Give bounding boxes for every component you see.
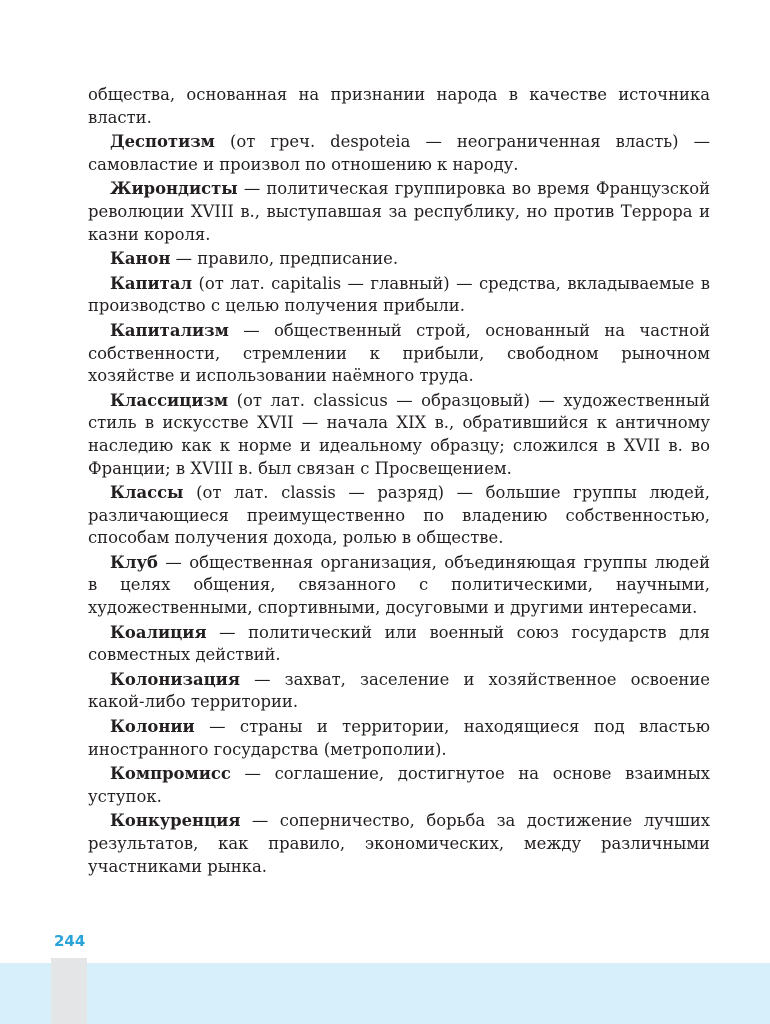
glossary-entry bbox=[88, 178, 710, 246]
entry-definition: (от лат. capitalis — главный) — средства, вкладываемые в производство с целью получения прибыли. bbox=[88, 273, 710, 316]
continued-definition: общества, основанная на признании народа в качестве источника власти. bbox=[88, 85, 710, 127]
entry-term: Жирондисты bbox=[110, 179, 238, 199]
glossary-entry bbox=[88, 248, 710, 271]
entry-term: Классы bbox=[110, 483, 184, 503]
entry-term: Конкуренция bbox=[110, 811, 241, 831]
entry-term: Капитал bbox=[110, 273, 193, 293]
entry-definition: — политическая группировка во время Французской революции XVIII в., выступавшая за республику, но против Террора и казни короля. bbox=[88, 179, 710, 244]
footer-band bbox=[0, 963, 770, 1024]
entry-definition: (от греч. despoteia — неограниченная власть) — самовластие и произвол по отношению к народу. bbox=[88, 132, 710, 174]
entry-definition: — политический или военный союз государств для совместных действий. bbox=[88, 622, 710, 665]
entry-term: Канон bbox=[110, 249, 171, 269]
page-number: 244 bbox=[54, 932, 86, 950]
entry-definition: — общественный строй, основанный на частной собственности, стремлении к прибыли, свободном рыночном хозяйстве и использовании наёмного труда. bbox=[88, 320, 710, 386]
glossary-entry bbox=[88, 763, 710, 808]
glossary-entry bbox=[88, 622, 710, 667]
entry-definition: — захват, заселение и хозяйственное освоение какой-либо территории. bbox=[88, 669, 710, 712]
entry-term: Коалиция bbox=[110, 622, 207, 642]
glossary-entry bbox=[88, 320, 710, 388]
glossary-text bbox=[88, 84, 710, 880]
entry-definition: — страны и территории, находящиеся под властью иностранного государства (метрополии). bbox=[88, 717, 710, 759]
glossary-entry bbox=[88, 273, 710, 318]
entry-definition: — соглашение, достигнутое на основе взаимных уступок. bbox=[88, 764, 710, 806]
glossary-entry bbox=[88, 810, 710, 878]
entry-term: Колонизация bbox=[110, 669, 240, 689]
entry-term: Капитализм bbox=[110, 320, 229, 340]
glossary-entry bbox=[88, 552, 710, 620]
glossary-entry bbox=[88, 131, 710, 176]
entry-term: Деспотизм bbox=[110, 132, 215, 152]
glossary-entry bbox=[88, 669, 710, 714]
glossary-entry bbox=[88, 716, 710, 761]
entry-definition: — общественная организация, объединяющая группы людей в целях общения, связанного с политическими, научными, художественными, спортивными, досуговыми и другими интересами. bbox=[88, 552, 710, 618]
glossary-entry bbox=[88, 390, 710, 480]
glossary-entry bbox=[88, 482, 710, 550]
entry-term: Клуб bbox=[110, 552, 158, 572]
entry-definition: — правило, предписание. bbox=[170, 249, 399, 269]
entry-term: Классицизм bbox=[110, 390, 229, 410]
entry-definition: (от лат. classicus — образцовый) — художественный стиль в искусстве XVII — начала XIX в., обратившийся к античному наследию как к норме и идеальному образцу; сложился в XVII в. во Франции; в XVIII в. был связан с Просвещением. bbox=[88, 390, 710, 478]
entry-term: Колонии bbox=[110, 717, 195, 737]
entry-definition: — соперничество, борьба за достижение лучших результатов, как правило, экономических, между различными участниками рынка. bbox=[88, 811, 710, 876]
entry-definition: (от лат. classis — разряд) — большие группы людей, различающиеся преимущественно по владению собственностью, способам получения дохода, ролью в обществе. bbox=[88, 483, 710, 548]
margin-strip bbox=[51, 958, 87, 1024]
entry-term: Компромисс bbox=[110, 764, 231, 784]
